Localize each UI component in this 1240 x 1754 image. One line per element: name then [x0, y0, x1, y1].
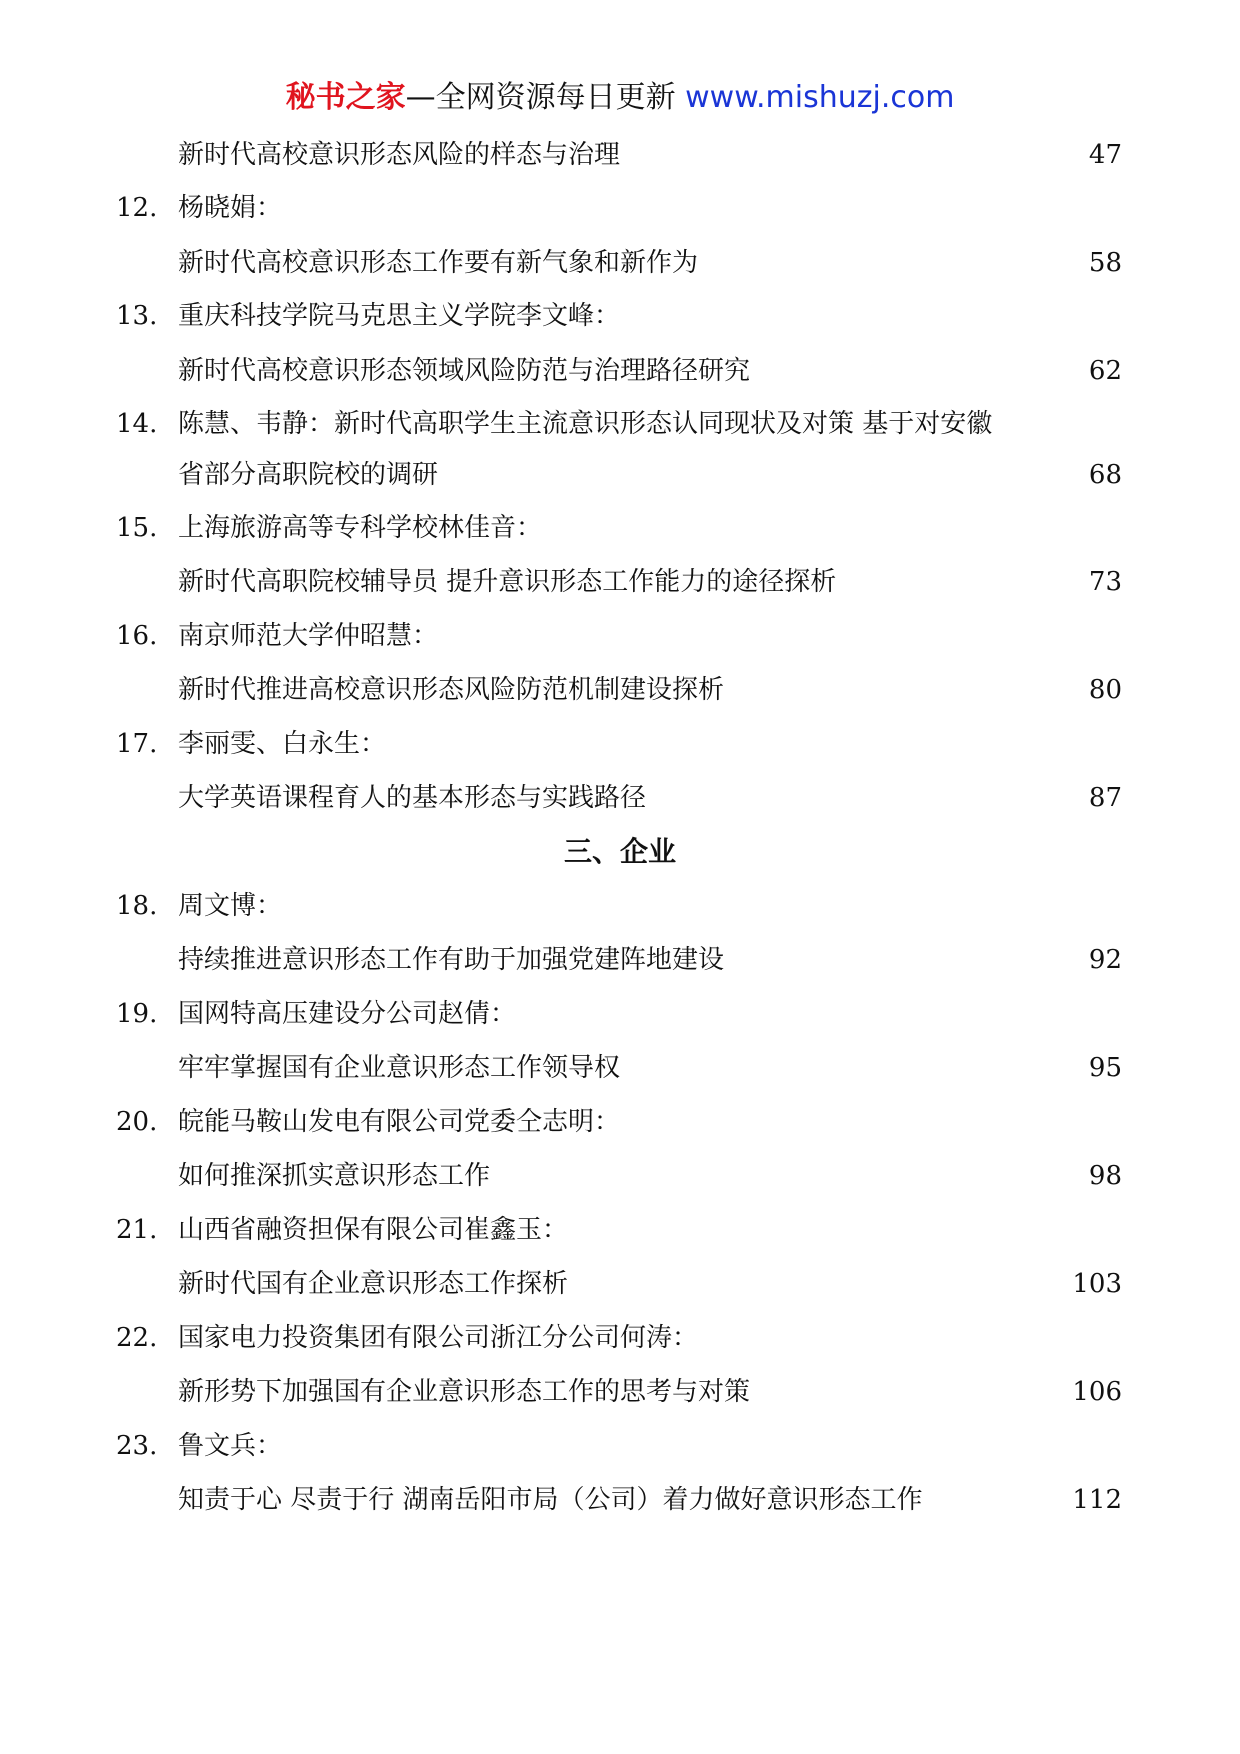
site-url[interactable]: www.mishuzj.com — [685, 80, 955, 115]
toc-title-line — [0, 133, 1240, 177]
toc-page-number: 92 — [1088, 945, 1122, 975]
toc-author: 重庆科技学院马克思主义学院李文峰： — [178, 301, 621, 331]
toc-title-line — [0, 1262, 1240, 1306]
brand-name: 秘书之家 — [285, 80, 406, 115]
toc-entry-number: 16. — [116, 621, 158, 651]
toc-page-number: 80 — [1088, 675, 1122, 705]
toc-title-line — [0, 776, 1240, 820]
toc-entry-number: 15. — [116, 513, 158, 543]
toc-page-number: 98 — [1088, 1161, 1122, 1191]
toc-author-line — [0, 1316, 1240, 1360]
toc-page-number: 73 — [1088, 567, 1122, 597]
toc-author-line — [0, 884, 1240, 928]
toc-entry-number: 13. — [116, 301, 158, 331]
toc-title: 知责于心 尽责于行 湖南岳阳市局（公司）着力做好意识形态工作 — [178, 1485, 923, 1515]
toc-author-line — [0, 186, 1240, 230]
toc-title: 新时代推进高校意识形态风险防范机制建设探析 — [178, 675, 725, 705]
header-tagline: —全网资源每日更新 — [405, 80, 686, 115]
toc-title-line — [0, 560, 1240, 604]
toc-title-line — [0, 668, 1240, 712]
toc-author: 周文博： — [178, 891, 283, 921]
toc-title-line — [0, 938, 1240, 982]
toc-author: 李丽雯、白永生： — [178, 729, 387, 759]
toc-page-number: 106 — [1072, 1377, 1122, 1407]
toc-entry-number: 19. — [116, 999, 158, 1029]
toc-title: 新时代高校意识形态领域风险防范与治理路径研究 — [178, 356, 751, 386]
section-heading: 三、企业 — [563, 835, 676, 868]
toc-page-number: 95 — [1088, 1053, 1122, 1083]
site-header — [0, 78, 1240, 118]
toc-page-number: 112 — [1072, 1485, 1122, 1515]
toc-title: 新时代高职院校辅导员 提升意识形态工作能力的途径探析 — [178, 567, 837, 597]
toc-title-line — [0, 1370, 1240, 1414]
toc-author: 陈慧、韦静：新时代高职学生主流意识形态认同现状及对策 基于对安徽 — [178, 409, 993, 439]
toc-title: 大学英语课程育人的基本形态与实践路径 — [178, 783, 647, 813]
toc-author: 上海旅游高等专科学校林佳音： — [178, 513, 543, 543]
toc-author-line — [0, 614, 1240, 658]
toc-title-line — [0, 1478, 1240, 1522]
toc-title-line — [0, 349, 1240, 393]
toc-page-number: 62 — [1088, 356, 1122, 386]
toc-author-line — [0, 1100, 1240, 1144]
toc-entry-number: 14. — [116, 409, 158, 439]
toc-entry-number: 20. — [116, 1107, 158, 1137]
toc-title: 牢牢掌握国有企业意识形态工作领导权 — [178, 1053, 621, 1083]
toc-title: 新形势下加强国有企业意识形态工作的思考与对策 — [178, 1377, 751, 1407]
toc-page-number: 103 — [1072, 1269, 1122, 1299]
toc-title: 省部分高职院校的调研 — [178, 460, 439, 490]
toc-author: 鲁文兵： — [178, 1431, 283, 1461]
toc-entry-number: 22. — [116, 1323, 158, 1353]
toc-author: 国家电力投资集团有限公司浙江分公司何涛： — [178, 1323, 699, 1353]
toc-author: 国网特高压建设分公司赵倩： — [178, 999, 517, 1029]
toc-title-line — [0, 453, 1240, 497]
toc-entry-number: 23. — [116, 1431, 158, 1461]
toc-page-number: 87 — [1088, 783, 1122, 813]
toc-title: 新时代高校意识形态工作要有新气象和新作为 — [178, 248, 699, 278]
toc-page-number: 68 — [1088, 460, 1122, 490]
toc-title-line — [0, 1046, 1240, 1090]
toc-author-line — [0, 992, 1240, 1036]
toc-title-line — [0, 1154, 1240, 1198]
toc-author-line — [0, 402, 1240, 446]
toc-author-line — [0, 722, 1240, 766]
toc-entry-number: 18. — [116, 891, 158, 921]
toc-author-line — [0, 1424, 1240, 1468]
toc-author: 皖能马鞍山发电有限公司党委仝志明： — [178, 1107, 621, 1137]
toc-author: 南京师范大学仲昭慧： — [178, 621, 439, 651]
toc-entry-number: 17. — [116, 729, 158, 759]
toc-page-number: 58 — [1088, 248, 1122, 278]
toc-entry-number: 12. — [116, 193, 158, 223]
toc-title-line — [0, 241, 1240, 285]
toc-entry-number: 21. — [116, 1215, 158, 1245]
toc-title: 新时代国有企业意识形态工作探析 — [178, 1269, 569, 1299]
toc-title: 持续推进意识形态工作有助于加强党建阵地建设 — [178, 945, 725, 975]
toc-author-line — [0, 506, 1240, 550]
toc-title: 如何推深抓实意识形态工作 — [178, 1161, 491, 1191]
toc-author: 山西省融资担保有限公司崔鑫玉： — [178, 1215, 569, 1245]
toc-author-line — [0, 294, 1240, 338]
toc-author-line — [0, 1208, 1240, 1252]
toc-author: 杨晓娟： — [178, 193, 283, 223]
toc-page-number: 47 — [1088, 140, 1122, 170]
toc-title: 新时代高校意识形态风险的样态与治理 — [178, 140, 621, 170]
